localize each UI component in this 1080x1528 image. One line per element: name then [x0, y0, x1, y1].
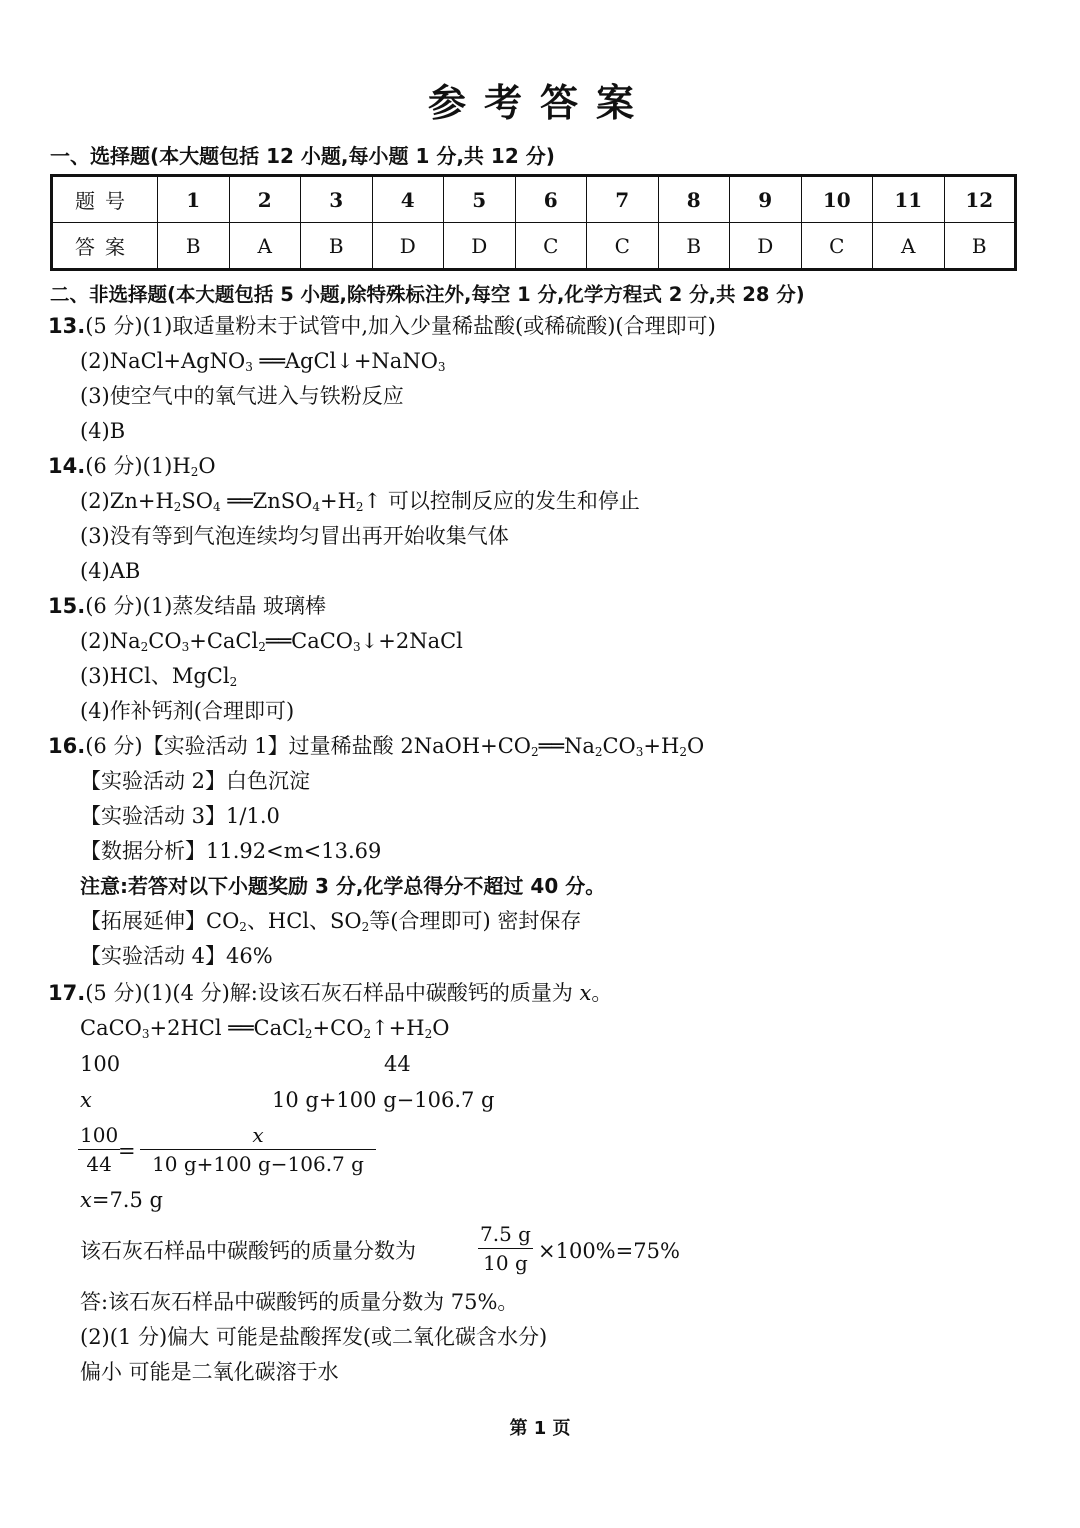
- answer-cell: B: [158, 223, 230, 270]
- q15-line-3: (3)HCl、MgCl$_2$: [80, 664, 238, 689]
- ratio-fraction-left: $\frac{100}{44}$: [80, 1123, 119, 1176]
- q13-line-3: (3)使空气中的氧气进入与铁粉反应: [80, 384, 404, 408]
- row-label-number: 题号: [52, 176, 158, 223]
- answer-cell: A: [229, 223, 301, 270]
- answer-table: [50, 174, 1017, 271]
- question-number: 11: [873, 176, 945, 223]
- page-number: 第 1 页: [509, 1418, 571, 1439]
- q15-line-4: (4)作补钙剂(合理即可): [80, 699, 295, 723]
- answer-cell: D: [730, 223, 802, 270]
- molar-mass-caco3: 100: [80, 1052, 121, 1076]
- row-label-answer: 答案: [52, 223, 158, 270]
- answer-cell: C: [515, 223, 587, 270]
- co2-mass-expression: 10 g+100 g−106.7 g: [272, 1088, 495, 1112]
- q13-line-1: 13.(5 分)(1)取适量粉末于试管中,加入少量稀盐酸(或稀硫酸)(合理即可): [48, 314, 716, 338]
- percent-fraction: $\frac{7.5 g}{10 g}$: [480, 1222, 531, 1275]
- q14-line-4: (4)AB: [80, 559, 141, 583]
- q16-line-4: 【数据分析】11.92<m<13.69: [80, 839, 382, 863]
- q17-answer: 答:该石灰石样品中碳酸钙的质量分数为 75%。: [80, 1290, 519, 1314]
- answer-cell: D: [372, 223, 444, 270]
- answer-cell: B: [944, 223, 1016, 270]
- percent-label: 该石灰石样品中碳酸钙的质量分数为: [80, 1239, 416, 1263]
- q16-line-2: 【实验活动 2】白色沉淀: [80, 769, 311, 793]
- question-number: 7: [587, 176, 659, 223]
- question-number: 10: [801, 176, 873, 223]
- question-number: 8: [658, 176, 730, 223]
- question-number: 3: [301, 176, 373, 223]
- unknown-x: x: [80, 1088, 92, 1112]
- q16-line-3: 【实验活动 3】1/1.0: [80, 804, 280, 828]
- answer-cell: C: [587, 223, 659, 270]
- q17-part-2-cont: 偏小 可能是二氧化碳溶于水: [80, 1360, 339, 1384]
- q15-line-1: 15.(6 分)(1)蒸发结晶 玻璃棒: [48, 594, 327, 618]
- ratio-fraction-right: $\frac{x}{10 g+100 g-106.7 g}$: [140, 1123, 376, 1176]
- answer-cell: B: [658, 223, 730, 270]
- x-result: x=7.5 g: [80, 1188, 163, 1212]
- question-number: 6: [515, 176, 587, 223]
- question-number: 4: [372, 176, 444, 223]
- q17-line-1: 17.(5 分)(1)(4 分)解:设该石灰石样品中碳酸钙的质量为 x。: [48, 981, 613, 1005]
- question-number-row: [52, 176, 1016, 223]
- answer-cell: B: [301, 223, 373, 270]
- answer-row: [52, 223, 1016, 270]
- answer-cell: C: [801, 223, 873, 270]
- page-title: 参考答案: [427, 81, 652, 125]
- question-number: 5: [444, 176, 516, 223]
- q13-line-2: (2)NaCl+AgNO$_3$ ══AgCl↓+NaNO$_3$: [80, 349, 446, 374]
- q15-line-2: $(2)Na_2CO_3+CaCl_2══CaCO_3↓+2NaCl$: [80, 629, 463, 654]
- percent-result: ×100%=75%: [538, 1239, 680, 1263]
- question-number: 9: [730, 176, 802, 223]
- q14-line-1: 14.(6 分)$(1)H_2O$: [48, 454, 216, 479]
- question-number: 2: [229, 176, 301, 223]
- question-number: 12: [944, 176, 1016, 223]
- q13-line-4: (4)B: [80, 419, 126, 443]
- q14-line-3: (3)没有等到气泡连续均匀冒出再开始收集气体: [80, 524, 509, 548]
- answer-cell: D: [444, 223, 516, 270]
- q14-line-2: $(2)Zn+H_2SO_4$ $══ZnSO_4+H_2↑$ 可以控制反应的发生和停止: [80, 489, 640, 514]
- equals-sign: =: [118, 1139, 136, 1163]
- q16-line-7: 【实验活动 4】46%: [80, 944, 273, 968]
- q16-bonus-note: 注意:若答对以下小题奖励 3 分,化学总得分不超过 40 分。: [80, 874, 606, 898]
- q16-line-1: 16.(6 分)【实验活动 1】过量稀盐酸 $2NaOH+CO_2══Na_2CO_3+H_2O$: [48, 734, 705, 759]
- q17-equation: CaCO$_3$+2HCl $══CaCl_2+CO_2↑+H_2O$: [80, 1016, 450, 1041]
- molar-mass-co2: 44: [384, 1052, 411, 1076]
- question-number: 1: [158, 176, 230, 223]
- q17-part-2: (2)(1 分)偏大 可能是盐酸挥发(或二氧化碳含水分): [80, 1325, 548, 1349]
- answer-cell: A: [873, 223, 945, 270]
- section-1-heading: 一、选择题(本大题包括 12 小题,每小题 1 分,共 12 分): [50, 144, 555, 168]
- q16-line-6: 【拓展延伸】$CO_2$、HCl、$SO_2$等(合理即可) 密封保存: [80, 909, 582, 934]
- section-2-heading: 二、非选择题(本大题包括 5 小题,除特殊标注外,每空 1 分,化学方程式 2 分,共 28 分): [50, 283, 805, 306]
